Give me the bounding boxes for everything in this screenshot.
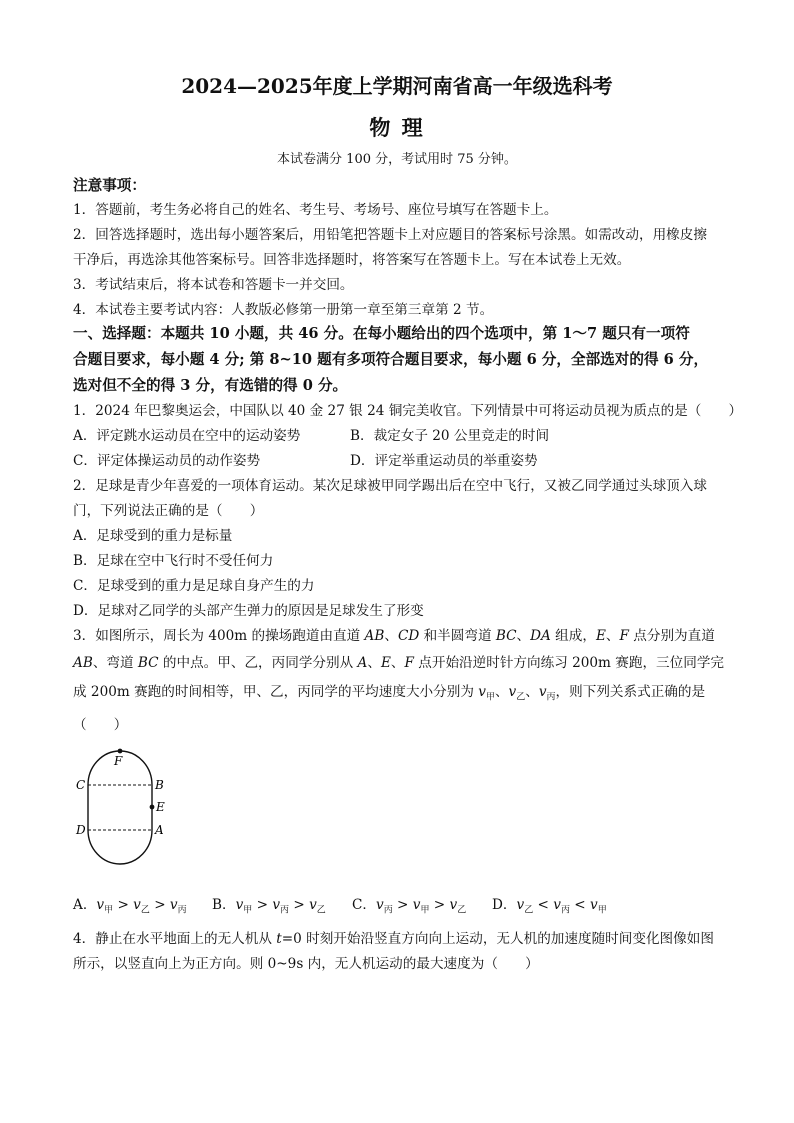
question-4-line-1: 4．静止在水平地面上的无人机从 t=0 时刻开始沿竖直方向向上运动，无人机的加速度随时间变化图像如图 [73, 931, 714, 947]
question-1-stem: 1．2024 年巴黎奥运会，中国队以 40 金 27 银 24 铜完美收官。下列情景中可将运动员视为质点的是（ ） [73, 403, 743, 419]
label-f: F [114, 754, 123, 768]
q2-option-a: A．足球受到的重力是标量 [73, 528, 233, 544]
q3-option-a: A．$v_甲 > v_乙 > v_丙$ [73, 897, 187, 916]
question-2-stem: 门，下列说法正确的是（ ） [73, 503, 264, 519]
exam-meta: 本试卷满分 100 分，考试用时 75 分钟。 [277, 152, 517, 167]
section-heading: 选对但不全的得 3 分，有选错的得 0 分。 [73, 377, 348, 394]
q1-option-d: D．评定举重运动员的举重姿势 [350, 453, 538, 469]
label-b: B [155, 778, 164, 792]
notice-item: 1．答题前，考生务必将自己的姓名、考生号、考场号、座位号填写在答题卡上。 [73, 202, 558, 218]
notice-item: 4．本试卷主要考试内容：人教版必修第一册第一章至第三章第 2 节。 [73, 302, 494, 318]
subject-title: 物 理 [369, 115, 425, 140]
q2-option-d: D．足球对乙同学的头部产生弹力的原因是足球发生了形变 [73, 603, 424, 619]
notice-item: 干净后，再选涂其他答案标号。回答非选择题时，将答案写在答题卡上。写在本试卷上无效。 [73, 252, 631, 268]
notice-item: 2．回答选择题时，选出每小题答案后，用铅笔把答题卡上对应题目的答案标号涂黑。如需改动，用橡皮擦 [73, 227, 707, 243]
q2-option-c: C．足球受到的重力是足球自身产生的力 [73, 578, 315, 594]
label-e: E [156, 800, 165, 814]
q1-option-b: B．裁定女子 20 公里竞走的时间 [350, 428, 550, 444]
exam-title: 2024—2025年度上学期河南省高一年级选科考 [181, 74, 613, 98]
question-3-line-1: 3．如图所示，周长为 400m 的操场跑道由直道 AB、CD 和半圆弯道 BC、DA 组成，E、F 点分别为直道 [73, 628, 715, 644]
q3-option-c: C．$v_丙 > v_甲 > v_乙$ [352, 897, 467, 916]
point-f [118, 749, 123, 754]
q1-option-c: C．评定体操运动员的动作姿势 [73, 453, 261, 469]
notice-item: 3．考试结束后，将本试卷和答题卡一并交回。 [73, 277, 354, 293]
label-c: C [76, 778, 86, 792]
question-2-stem: 2．足球是青少年喜爱的一项体育运动。某次足球被甲同学踢出后在空中飞行，又被乙同学通过头球顶入球 [73, 478, 707, 494]
notice-heading: 注意事项： [73, 177, 146, 194]
q1-option-a: A．评定跳水运动员在空中的运动姿势 [73, 428, 301, 444]
label-d: D [76, 823, 86, 837]
question-3-paren: （ ） [73, 717, 128, 733]
track-figure [70, 745, 180, 870]
section-heading: 合题目要求，每小题 4 分; 第 8~10 题有多项符合题目要求，每小题 6 分，全部选对的得 6 分， [73, 351, 709, 368]
label-a: A [155, 823, 164, 837]
question-4-line-2: 所示，以竖直向上为正方向。则 0~9s 内，无人机运动的最大速度为（ ） [73, 956, 539, 972]
q3-option-b: B．$v_甲 > v_丙 > v_乙$ [212, 897, 326, 916]
q2-option-b: B．足球在空中飞行时不受任何力 [73, 553, 274, 569]
section-heading: 一、选择题：本题共 10 小题，共 46 分。在每小题给出的四个选项中，第 1～7 题只有一项符 [73, 325, 690, 342]
question-3-line-3: 成 200m 赛跑的时间相等，甲、乙，丙同学的平均速度大小分别为 $v_甲$、$v_乙$、$v_丙$，则下列关系式正确的是 [73, 684, 706, 703]
question-3-line-2: AB、弯道 BC 的中点。甲、乙，丙同学分别从 A、E、F 点开始沿逆时针方向练习 200m 赛跑，三位同学完 [73, 655, 725, 671]
point-e [150, 805, 155, 810]
q3-option-d: D．$v_乙 < v_丙 < v_甲$ [492, 897, 607, 916]
